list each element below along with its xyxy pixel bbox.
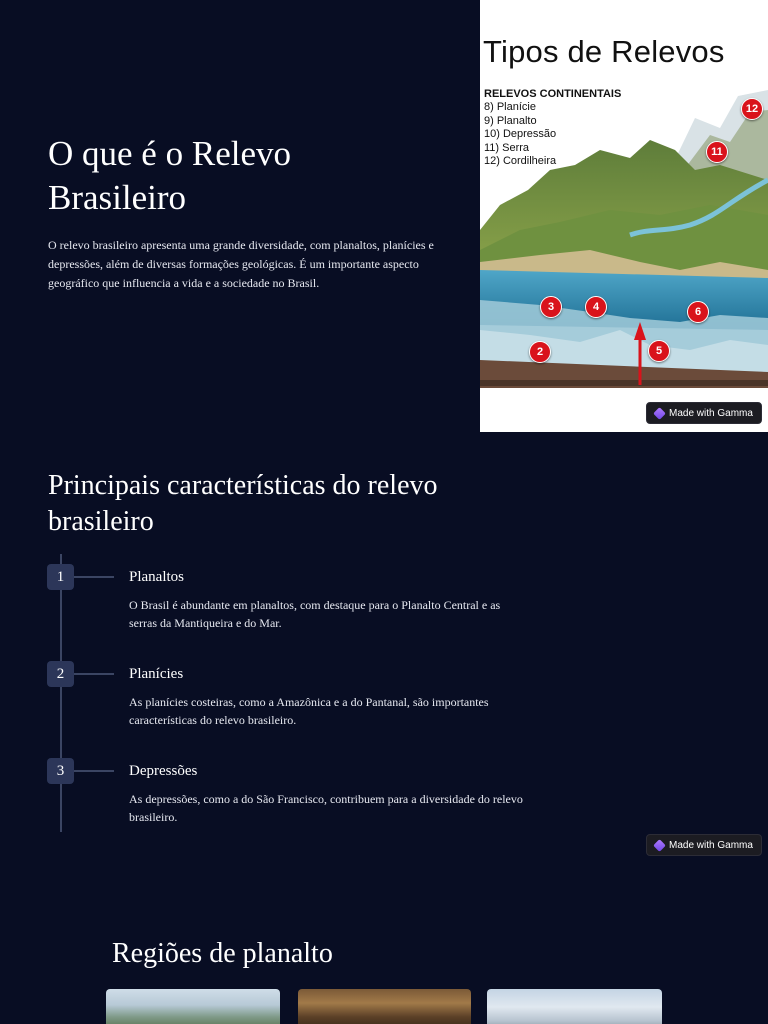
timeline-heading: Planaltos [129,569,184,585]
plateau-photo-landscape [106,989,280,1024]
badge-label: Made with Gamma [669,839,753,851]
plateau-photo-sky [487,989,662,1024]
legend-item: 9) Planalto [484,114,537,127]
timeline-number: 3 [47,758,74,784]
marker-5: 5 [648,340,670,362]
timeline-item-planaltos [0,564,768,654]
legend-item: 8) Planície [484,101,536,113]
marker-11: 11 [706,141,728,163]
gamma-logo-icon [653,839,666,852]
timeline-connector [74,576,114,578]
timeline-connector [74,770,114,772]
timeline-number: 1 [47,564,74,590]
marker-2: 2 [529,341,551,363]
timeline-number: 2 [47,661,74,687]
timeline-item-planicies [0,661,768,751]
slide-relevo-intro [0,0,768,432]
illustration-title: Tipos de Relevos [483,34,725,69]
legend-item: 12) Cordilheira [484,155,557,167]
badge-label: Made with Gamma [669,407,753,419]
marker-3: 3 [540,296,562,318]
marker-4: 4 [585,296,607,318]
marker-6: 6 [687,301,709,323]
timeline-text: As depressões, como a do São Francisco, contribuem para a diversidade do relevo brasileiro. [129,792,523,824]
plateau-photo-rock [298,989,471,1024]
timeline-heading: Planícies [129,666,184,682]
made-with-gamma-badge[interactable] [646,402,762,424]
legend-item: 11) Serra [484,141,530,154]
timeline-text: O Brasil é abundante em planaltos, com destaque para o Planalto Central e as serras da Mantiqueira e do Mar. [129,598,501,630]
slide-regioes-planalto [0,864,768,1024]
relief-types-illustration [480,0,768,432]
page-title: O que é o Relevo Brasileiro [48,134,291,217]
section-title: Regiões de planalto [112,938,333,969]
timeline-text: As planícies costeiras, como a Amazônica e a do Pantanal, são importantes características do relevo brasileiro. [129,695,489,727]
timeline-heading: Depressões [129,763,198,779]
intro-paragraph: O relevo brasileiro apresenta uma grande diversidade, com planaltos, planícies e depressões, além de diversas formações geológicas. É um importante aspecto geográfico que influencia a vida e a sociedade no Brasil. [48,238,434,290]
legend-heading: RELEVOS CONTINENTAIS [484,88,622,100]
marker-12: 12 [741,98,763,120]
timeline-connector [74,673,114,675]
gamma-logo-icon [653,407,666,420]
made-with-gamma-badge[interactable] [646,834,762,856]
section-title: Principais características do relevo brasileiro [48,470,438,537]
relief-legend [484,101,556,169]
slide-caracteristicas [0,432,768,864]
legend-item: 10) Depressão [484,128,557,140]
